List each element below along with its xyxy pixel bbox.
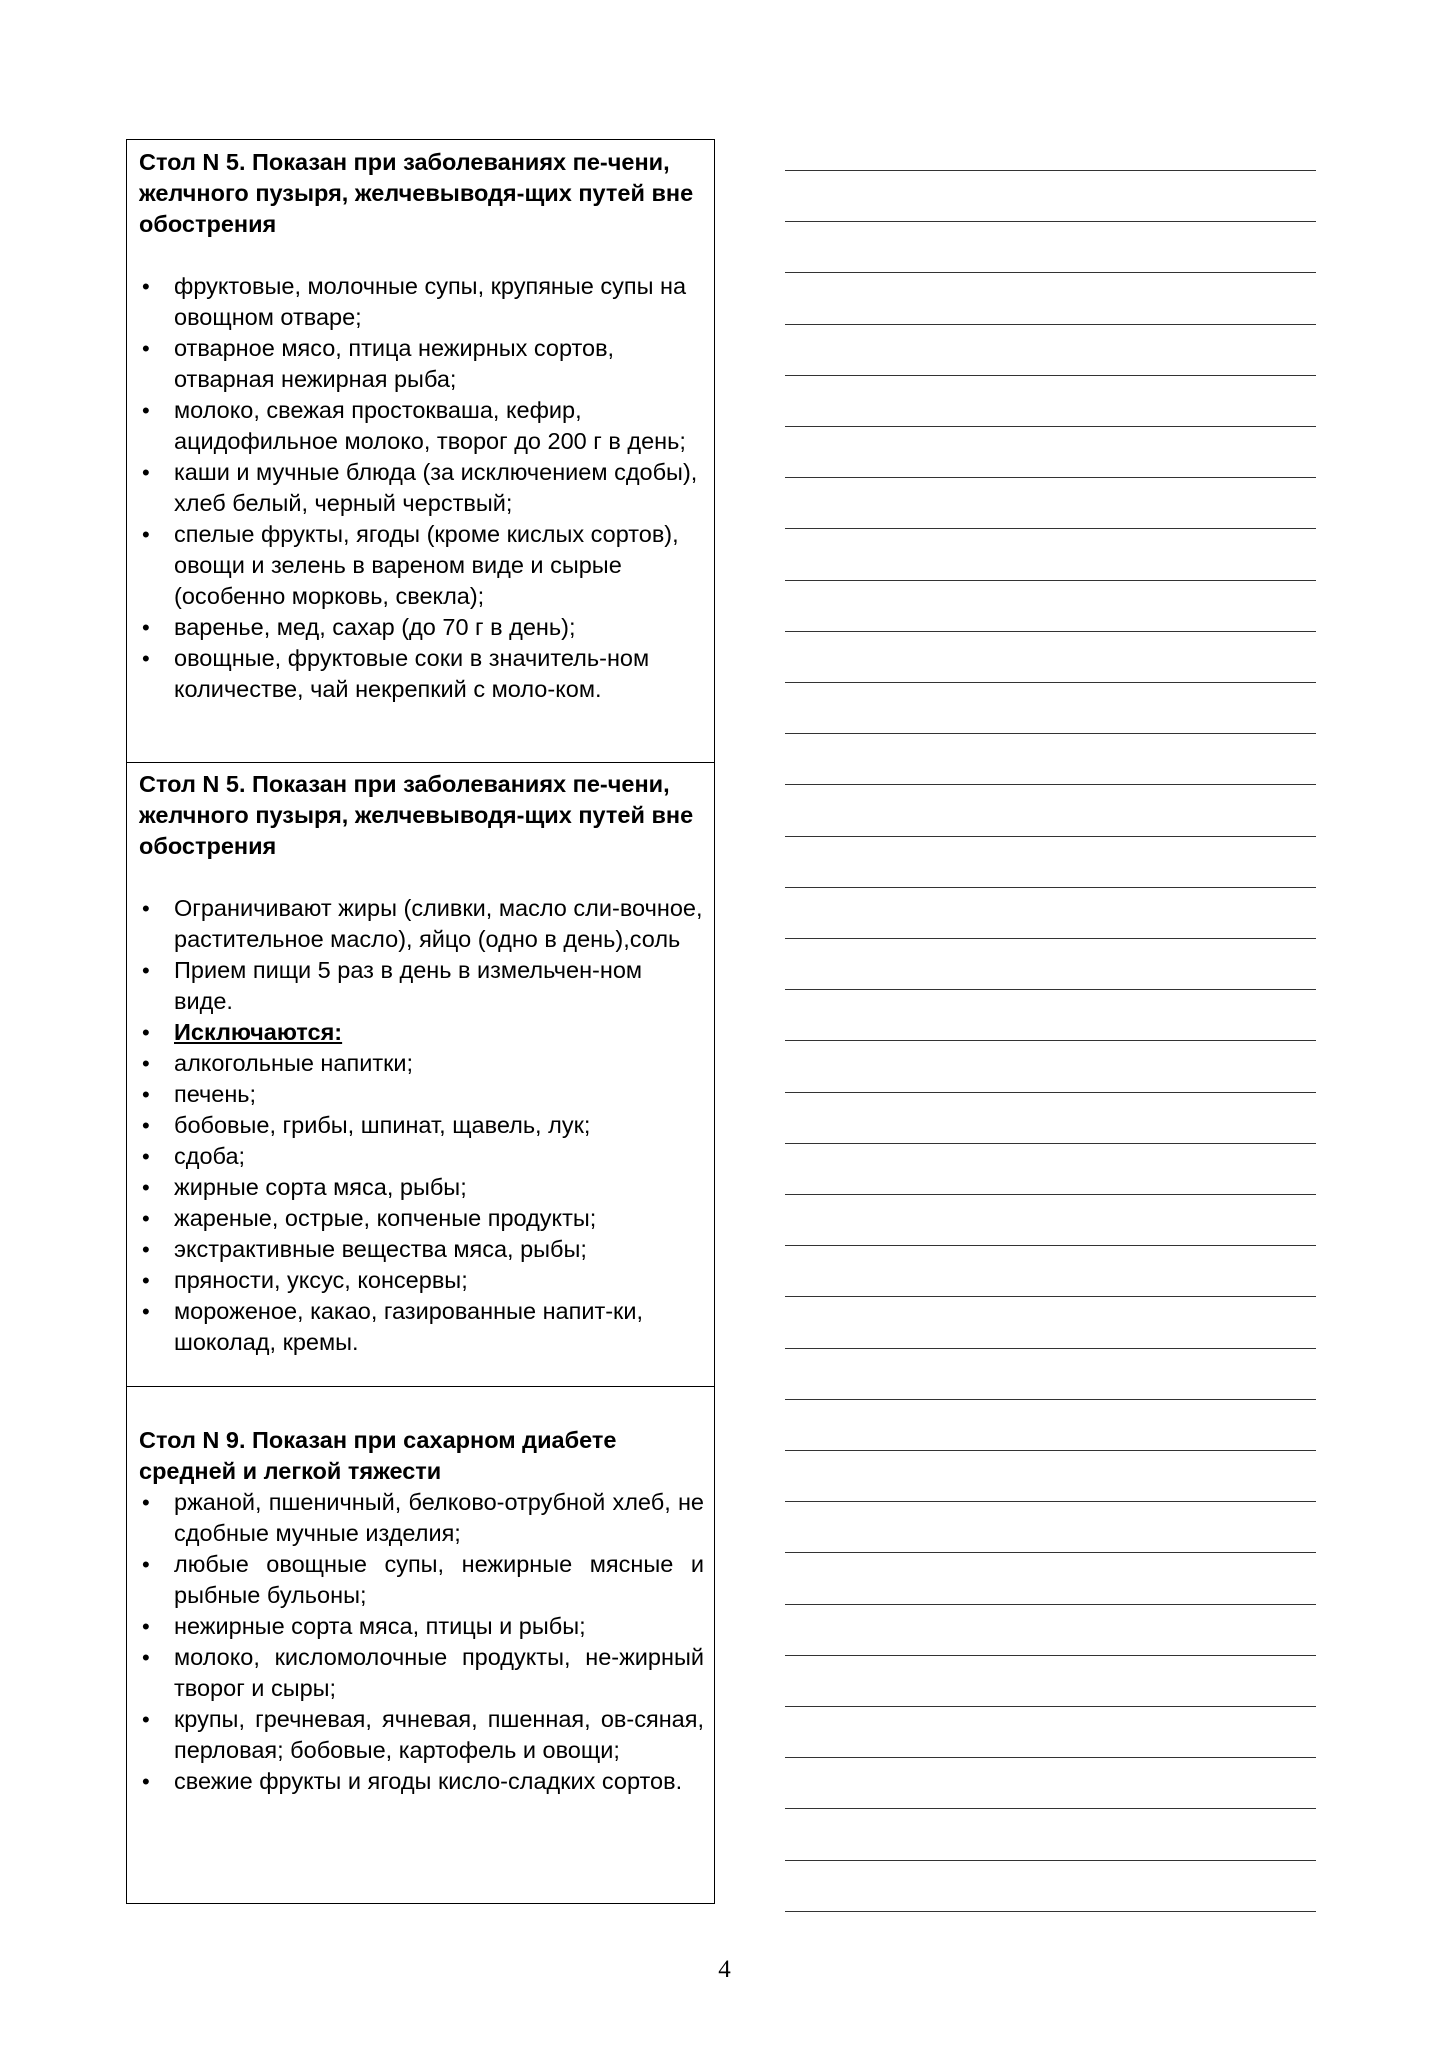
note-line (785, 1501, 1316, 1502)
note-line (785, 1860, 1316, 1861)
note-line (785, 1040, 1316, 1041)
note-line (785, 426, 1316, 427)
list-item: • экстрактивные вещества мяса, рыбы; (139, 1234, 704, 1265)
note-line (785, 989, 1316, 990)
list-item: • пряности, уксус, консервы; (139, 1265, 704, 1296)
section-heading: Стол N 9. Показан при сахарном диабете средней и легкой тяжести (139, 1427, 617, 1484)
list-item: • спелые фрукты, ягоды (кроме кислых сортов), овощи и зелень в вареном виде и сырые (особенно морковь, свекла); (139, 519, 704, 612)
list-item: • молоко, свежая простокваша, кефир, ацидофильное молоко, творог до 200 г в день; (139, 395, 704, 457)
list-item: • бобовые, грибы, шпинат, щавель, лук; (139, 1110, 704, 1141)
note-line (785, 1296, 1316, 1297)
list-item: • свежие фрукты и ягоды кисло-сладких сортов. (139, 1766, 704, 1797)
list-item: • крупы, гречневая, ячневая, пшенная, ов-сяная, перловая; бобовые, картофель и овощи; (139, 1704, 704, 1766)
note-line (785, 170, 1316, 171)
section-heading: Стол N 5. Показан при заболеваниях пе-чени, желчного пузыря, желчевыводя-щих путей вне обострения (139, 149, 694, 237)
list-item: • ржаной, пшеничный, белково-отрубной хлеб, не сдобные мучные изделия; (139, 1487, 704, 1549)
note-line (785, 1245, 1316, 1246)
note-line (785, 1348, 1316, 1349)
restrictions-list (139, 893, 704, 1358)
allowed-foods-list (139, 1487, 704, 1797)
list-item: • жирные сорта мяса, рыбы; (139, 1172, 704, 1203)
list-item: • сдоба; (139, 1141, 704, 1172)
note-lines (785, 0, 1316, 1910)
list-item: • Прием пищи 5 раз в день в измельчен-ном виде. (139, 955, 704, 1017)
list-item: • печень; (139, 1079, 704, 1110)
note-line (785, 1655, 1316, 1656)
note-line (785, 938, 1316, 939)
page-number: 4 (718, 1956, 731, 1983)
note-line (785, 836, 1316, 837)
list-item: • молоко, кисломолочные продукты, не-жирный творог и сыры; (139, 1642, 704, 1704)
note-line (785, 375, 1316, 376)
note-line (785, 1911, 1316, 1912)
list-item: • жареные, острые, копченые продукты; (139, 1203, 704, 1234)
allowed-foods-list (139, 271, 704, 705)
list-item: • фруктовые, молочные супы, крупяные супы на овощном отваре; (139, 271, 704, 333)
note-line (785, 1706, 1316, 1707)
note-line (785, 887, 1316, 888)
note-line (785, 272, 1316, 273)
note-line (785, 1604, 1316, 1605)
note-line (785, 1143, 1316, 1144)
diet-section-2 (127, 762, 714, 1386)
note-line (785, 221, 1316, 222)
note-line (785, 324, 1316, 325)
list-item: • Ограничивают жиры (сливки, масло сли-вочное, растительное масло), яйцо (одно в день),соль (139, 893, 704, 955)
note-line (785, 1552, 1316, 1553)
diet-section-1 (127, 140, 714, 762)
note-line (785, 1092, 1316, 1093)
note-line (785, 1194, 1316, 1195)
note-line (785, 1757, 1316, 1758)
diet-section-3 (127, 1386, 714, 1903)
list-item: • алкогольные напитки; (139, 1048, 704, 1079)
note-line (785, 733, 1316, 734)
list-item: • мороженое, какао, газированные напит-ки, шоколад, кремы. (139, 1296, 704, 1358)
note-line (785, 580, 1316, 581)
excluded-label: Исключаются: (174, 1019, 343, 1045)
note-line (785, 477, 1316, 478)
list-item: • овощные, фруктовые соки в значитель-ном количестве, чай некрепкий с моло-ком. (139, 643, 704, 705)
note-line (785, 682, 1316, 683)
list-item: • каши и мучные блюда (за исключением сдобы), хлеб белый, черный черствый; (139, 457, 704, 519)
note-line (785, 528, 1316, 529)
list-item: • варенье, мед, сахар (до 70 г в день); (139, 612, 704, 643)
section-heading: Стол N 5. Показан при заболеваниях пе-чени, желчного пузыря, желчевыводя-щих путей вне обострения (139, 771, 694, 859)
list-item: • отварное мясо, птица нежирных сортов, отварная нежирная рыба; (139, 333, 704, 395)
diet-table (126, 139, 715, 1904)
note-line (785, 1808, 1316, 1809)
note-line (785, 631, 1316, 632)
list-item: • нежирные сорта мяса, птицы и рыбы; (139, 1611, 704, 1642)
excluded-label-item (139, 1017, 704, 1048)
note-line (785, 784, 1316, 785)
list-item: • любые овощные супы, нежирные мясные и рыбные бульоны; (139, 1549, 704, 1611)
note-line (785, 1399, 1316, 1400)
note-line (785, 1450, 1316, 1451)
